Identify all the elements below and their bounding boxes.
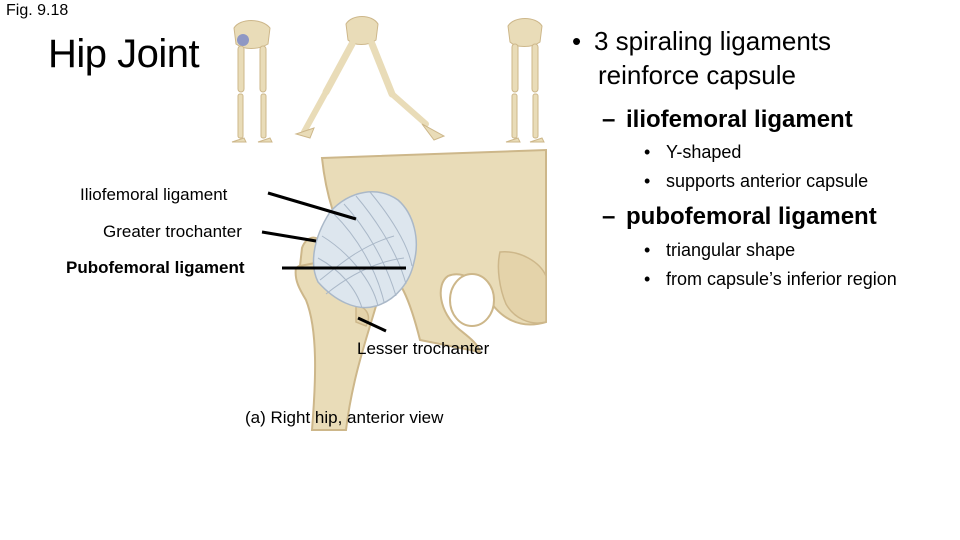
main-bullet-continuation: reinforce capsule [598, 60, 796, 90]
label-pubofemoral-ligament: Pubofemoral ligament [66, 258, 245, 277]
figure-caption: (a) Right hip, anterior view [245, 408, 444, 427]
joint-capsule [314, 192, 417, 308]
dash-icon: – [602, 106, 616, 133]
sub-bullet-label: pubofemoral ligament [626, 203, 877, 230]
point-y-shaped [644, 142, 741, 163]
hip-highlight-icon [237, 34, 249, 46]
hip-joint-drawing [296, 150, 546, 430]
main-bullet-line-1: 3 spiraling ligaments [594, 26, 832, 56]
figure-number: Fig. 9.18 [6, 2, 69, 19]
bullet-dot-icon: • [644, 171, 651, 191]
point-text: from capsule’s inferior region [666, 269, 897, 289]
bullet-dot-icon: • [644, 142, 651, 162]
point-triangular-shape [644, 240, 795, 261]
label-lesser-trochanter: Lesser trochanter [357, 339, 490, 358]
sub-bullet-label: iliofemoral ligament [626, 106, 853, 133]
main-bullet [572, 24, 831, 58]
sub-bullet-iliofemoral [602, 106, 853, 134]
label-iliofemoral-ligament: Iliofemoral ligament [80, 185, 228, 204]
dash-icon: – [602, 203, 616, 230]
point-text: triangular shape [666, 240, 796, 260]
skeleton-standing-right [506, 19, 544, 143]
point-supports-anterior [644, 171, 868, 192]
sub-bullet-pubofemoral [602, 203, 877, 231]
bullet-dot-icon: • [644, 269, 651, 289]
slide-title: Hip Joint [48, 32, 200, 76]
skeleton-standing-left [232, 21, 272, 143]
point-text: Y-shaped [666, 142, 742, 162]
point-inferior-region [644, 269, 897, 290]
bullet-dot-icon: • [572, 26, 582, 56]
skeleton-walking [296, 17, 444, 141]
leader-line-greater-trochanter [262, 232, 316, 241]
label-greater-trochanter: Greater trochanter [103, 222, 242, 241]
bullet-dot-icon: • [644, 240, 651, 260]
point-text: supports anterior capsule [666, 171, 869, 191]
